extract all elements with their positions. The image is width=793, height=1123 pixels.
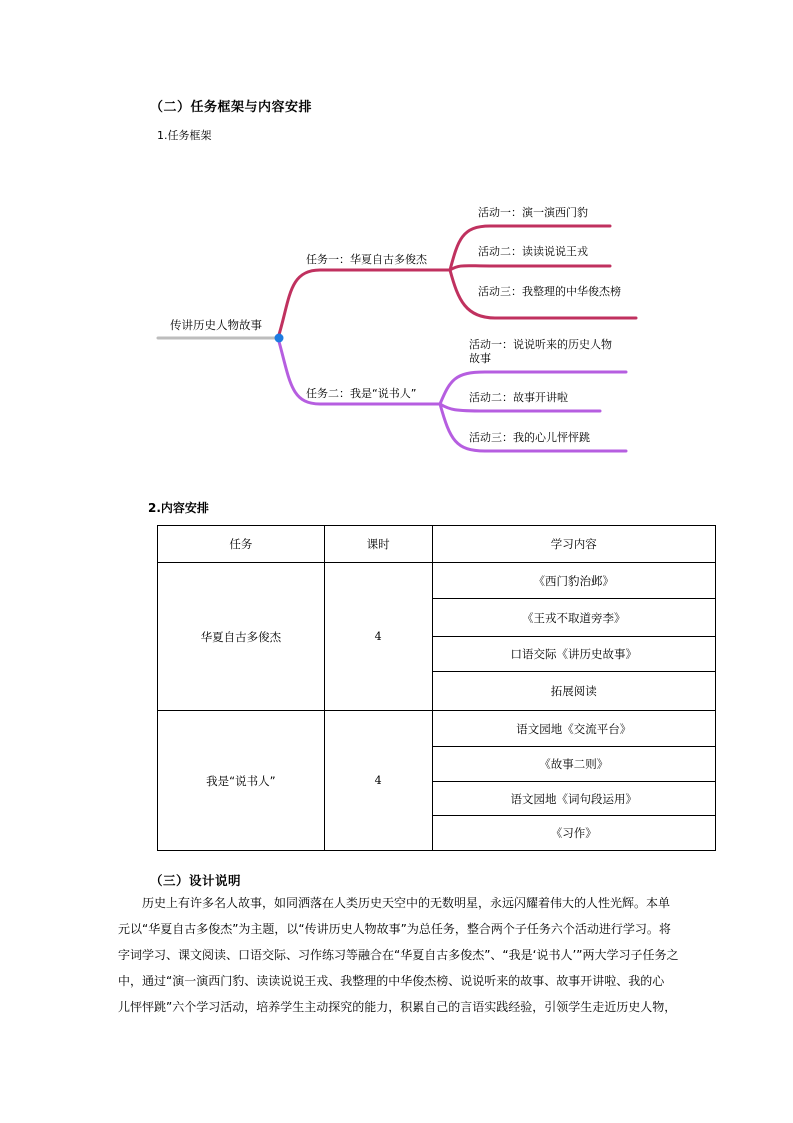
mindmap-task2-label: 任务二：我是“说书人” (306, 387, 417, 400)
design-description-paragraph (118, 890, 685, 1020)
subheading-content-arrangement: 2.内容安排 (148, 501, 209, 515)
mindmap-branch-activity2-2 (440, 404, 600, 411)
mindmap-activity2-2: 活动二：故事开讲啦 (469, 391, 568, 404)
table-cell-task: 华夏自古多俊杰 (158, 563, 325, 711)
table-header-task: 任务 (158, 526, 325, 563)
table-cell-content: 《西门豹治邺》 (432, 563, 715, 599)
table-cell-content: 语文园地《词句段运用》 (432, 782, 715, 816)
mindmap-root-label: 传讲历史人物故事 (170, 318, 262, 332)
mindmap-branch-task1 (278, 270, 450, 338)
paragraph-line: 中，通过“演一演西门豹、读读说说王戎、我整理的中华俊杰榜、说说听来的故事、故事开讲啦、我的心 (118, 974, 665, 988)
table-row (158, 711, 716, 747)
table-cell-content: 《王戎不取道旁李》 (432, 599, 715, 637)
section-heading-task-framework: （二）任务框架与内容安排 (150, 100, 313, 115)
content-arrangement-table (157, 525, 716, 851)
mindmap-activity2-3: 活动三：我的心儿怦怦跳 (469, 431, 590, 444)
table-cell-content: 语文园地《交流平台》 (432, 711, 715, 747)
table-header-content: 学习内容 (432, 526, 715, 563)
table-cell-task: 我是“说书人” (158, 711, 325, 851)
mindmap-activity1-1: 活动一：演一演西门豹 (478, 206, 588, 219)
paragraph-line: 儿怦怦跳”六个学习活动，培养学生主动探究的能力，积累自己的言语实践经验，引领学生走近历史人物， (118, 1000, 677, 1014)
mindmap-branch-activity1-2 (450, 266, 610, 270)
paragraph-line: 元以“华夏自古多俊杰”为主题，以“传讲历史人物故事”为总任务，整合两个子任务六个活动进行学习。将 (118, 922, 671, 936)
section-heading-design-description: （三）设计说明 (150, 873, 242, 888)
table-cell-content: 口语交际《讲历史故事》 (432, 637, 715, 672)
mindmap-diagram (0, 0, 793, 480)
table-header-row (158, 526, 716, 563)
table-cell-hours: 4 (324, 711, 432, 851)
table-cell-content: 《习作》 (432, 816, 715, 851)
mindmap-task1-label: 任务一：华夏自古多俊杰 (306, 253, 427, 266)
subheading-task-framework: 1.任务框架 (157, 129, 212, 142)
mindmap-activity1-2: 活动二：读读说说王戎 (478, 245, 588, 258)
table-cell-content: 拓展阅读 (432, 672, 715, 711)
mindmap-activity2-1: 活动一：说说听来的历史人物故事 (469, 338, 612, 365)
paragraph-line: 历史上有许多名人故事，如同洒落在人类历史天空中的无数明星，永远闪耀着伟大的人性光辉。本单 (118, 896, 671, 910)
paragraph-line: 字词学习、课文阅读、口语交际、习作练习等融合在“华夏自古多俊杰”、“我是‘说书人’”两大学习子任务之 (118, 948, 679, 962)
table-cell-content: 《故事二则》 (432, 747, 715, 782)
mindmap-activity1-3: 活动三：我整理的中华俊杰榜 (478, 285, 621, 298)
table-header-hours: 课时 (324, 526, 432, 563)
table-cell-hours: 4 (324, 563, 432, 711)
mindmap-root-node (275, 334, 284, 343)
table-row (158, 563, 716, 599)
